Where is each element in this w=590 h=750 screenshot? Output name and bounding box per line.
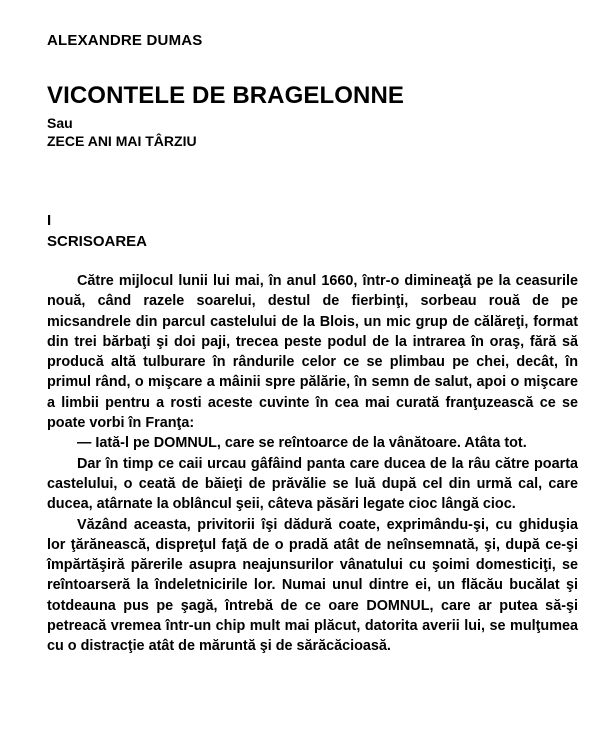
chapter-title: SCRISOAREA (47, 233, 148, 250)
paragraph: Dar în timp ce caii urcau gâfâind panta care ducea de la râu către poarta castelului, o ceată de băieţi de prăvălie se luă după cel din urmă cal, care ducea, atârnate la oblâncul şeii, câteva păsări legate cioc lângă cioc. (47, 455, 578, 513)
paragraph: Văzând aceasta, privitorii îşi dădură coate, exprimându-şi, cu ghiduşia lor ţărănească, dispreţul faţă de o pradă atât de neînsemnată, şi, după ce-şi împărtăşiră părerile asupra neajunsurilor vânatului cu şoimi domesticiţi, se reîntoarseră la îndeletnicirile lor. Numai unul dintre ei, un flăcău bucălat şi totdeauna pus pe şagă, întrebă de ce oare DOMNUL, care ar putea să-şi petreacă vremea într-un chip mult mai plăcut, datorita averii lui, se mulţumea cu o distracţie atât de măruntă şi de sărăcăcioasă. (47, 516, 578, 655)
book-subtitle: ZECE ANI MAI TÂRZIU (47, 133, 197, 149)
book-title: VICONTELE DE BRAGELONNE (47, 82, 404, 109)
chapter-body (47, 271, 578, 657)
author-name: ALEXANDRE DUMAS (47, 32, 203, 49)
paragraph: — Iată-l pe DOMNUL, care se reîntoarce de la vânătoare. Atâta tot. (77, 435, 527, 452)
subtitle-connector: Sau (47, 115, 73, 131)
paragraph: Către mijlocul lunii lui mai, în anul 1660, într-o dimineaţă pe la ceasurile nouă, când razele soarelui, destul de fierbinţi, sorbeau rouă de pe micsandrele din parcul castelului de la Blois, un mic grup de călăreţi, format din trei bărbaţi şi doi paji, trecea peste podul de la intrarea în oraş, fără să producă altă tulburare în rândurile celor ce se plimbau pe chei, decât, în primul rând, o mişcare a mâinii spre pălărie, în semn de salut, apoi o mişcare a limbii pentru a rosti aceste cuvinte în cea mai curată franţuzească ce se poate vorbi în Franţa: (47, 273, 578, 432)
chapter-number: I (47, 212, 52, 229)
